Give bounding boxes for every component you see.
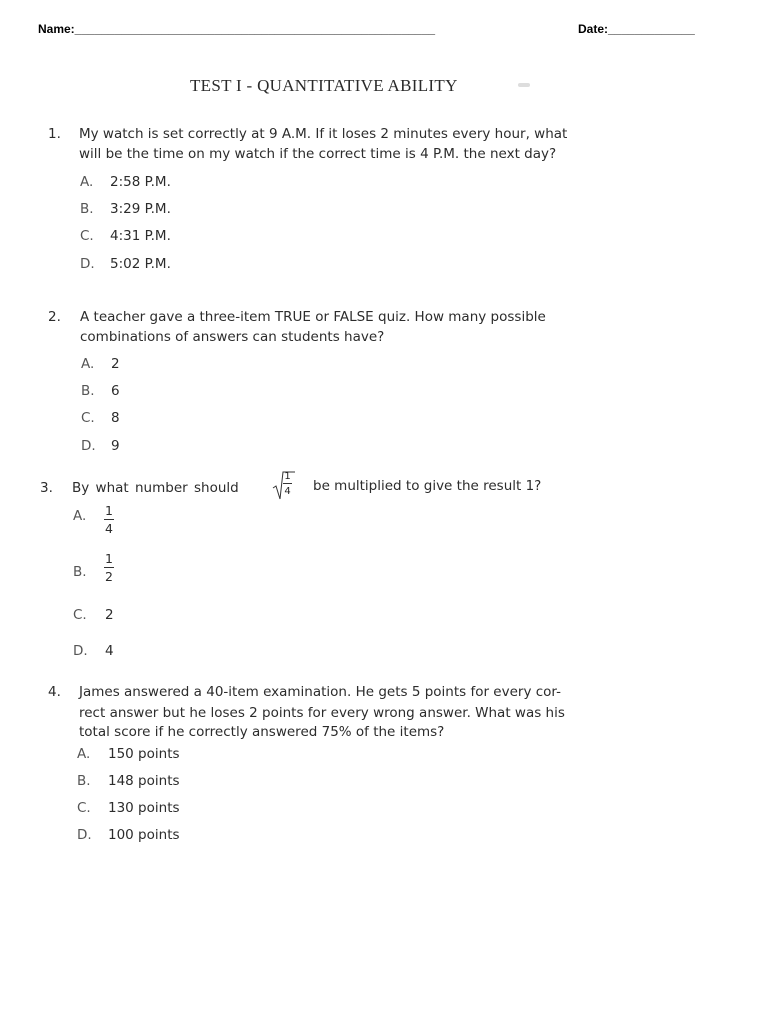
- question-text-line: My watch is set correctly at 9 A.M. If it loses 2 minutes every hour, what: [79, 126, 568, 142]
- option-letter: A.: [81, 356, 95, 372]
- radical-fraction: [283, 471, 292, 497]
- question-2: [48, 307, 608, 351]
- question-3: [40, 478, 580, 502]
- question-text-before: By what number should: [72, 480, 239, 496]
- question-1: [48, 124, 608, 168]
- option-value: 2: [105, 607, 114, 623]
- option-letter: B.: [77, 773, 91, 789]
- option-letter: A.: [77, 746, 91, 762]
- option-fraction: [104, 504, 114, 536]
- option-value: 8: [111, 410, 120, 426]
- option-value: 130 points: [108, 800, 180, 816]
- question-text-line: rect answer but he loses 2 points for every wrong answer. What was his: [79, 705, 565, 721]
- option-letter: A.: [73, 508, 87, 524]
- option-value: 150 points: [108, 746, 180, 762]
- option-fraction: [104, 552, 114, 584]
- option-value: 5:02 P.M.: [110, 256, 171, 272]
- question-text-line: total score if he correctly answered 75% of the items?: [79, 724, 445, 740]
- option-3d[interactable]: [73, 643, 193, 663]
- fraction-denominator: 2: [105, 569, 113, 584]
- fraction-numerator: 1: [284, 471, 291, 482]
- option-1d[interactable]: [80, 256, 280, 276]
- option-letter: B.: [80, 201, 94, 217]
- option-letter: B.: [81, 383, 95, 399]
- question-number: 1.: [48, 126, 61, 142]
- option-3b[interactable]: [73, 551, 193, 598]
- question-text-after: be multiplied to give the result 1?: [313, 478, 542, 494]
- name-field[interactable]: Name:______________________________________________________: [38, 22, 436, 36]
- option-letter: C.: [81, 410, 95, 426]
- question-text-line: A teacher gave a three-item TRUE or FALSE quiz. How many possible: [80, 309, 546, 325]
- option-value: 100 points: [108, 827, 180, 843]
- option-letter: D.: [80, 256, 95, 272]
- option-2d[interactable]: [81, 438, 201, 458]
- fraction-numerator: 1: [105, 503, 113, 518]
- page-title: TEST I - QUANTITATIVE ABILITY: [190, 76, 458, 95]
- option-1c[interactable]: [80, 228, 280, 248]
- option-letter: C.: [73, 607, 87, 623]
- option-3a[interactable]: [73, 503, 193, 542]
- question-number: 4.: [48, 684, 61, 700]
- option-2b[interactable]: [81, 383, 201, 403]
- fraction-bar: [104, 567, 114, 568]
- option-4a[interactable]: [77, 746, 277, 766]
- option-value: 4: [105, 643, 114, 659]
- date-field[interactable]: Date:_____________: [578, 22, 695, 36]
- fraction-denominator: 4: [105, 521, 113, 536]
- question-4: [48, 682, 608, 746]
- fraction-bar: [104, 519, 114, 520]
- option-value: 2: [111, 356, 120, 372]
- option-letter: B.: [73, 564, 87, 580]
- option-letter: A.: [80, 174, 94, 190]
- option-value: 2:58 P.M.: [110, 174, 171, 190]
- option-value: 6: [111, 383, 120, 399]
- option-value: 3:29 P.M.: [110, 201, 171, 217]
- option-value: 4:31 P.M.: [110, 228, 171, 244]
- question-text-line: will be the time on my watch if the correct time is 4 P.M. the next day?: [79, 146, 557, 162]
- option-2c[interactable]: [81, 410, 201, 430]
- fraction-denominator: 4: [284, 486, 291, 497]
- option-letter: D.: [81, 438, 96, 454]
- option-4c[interactable]: [77, 800, 277, 820]
- fraction-numerator: 1: [105, 551, 113, 566]
- option-2a[interactable]: [81, 356, 201, 376]
- question-text-line: James answered a 40-item examination. He gets 5 points for every cor-: [79, 684, 561, 700]
- option-letter: C.: [77, 800, 91, 816]
- question-number: 2.: [48, 309, 61, 325]
- option-value: 148 points: [108, 773, 180, 789]
- option-value: 9: [111, 438, 120, 454]
- question-number: 3.: [40, 480, 53, 496]
- option-4b[interactable]: [77, 773, 277, 793]
- scan-mark: [518, 83, 530, 87]
- square-root-expression: [272, 470, 296, 502]
- fraction-bar: [283, 483, 292, 484]
- option-1a[interactable]: [80, 174, 280, 194]
- option-4d[interactable]: [77, 827, 277, 847]
- option-1b[interactable]: [80, 201, 280, 221]
- question-text-line: combinations of answers can students have?: [80, 329, 385, 345]
- option-letter: C.: [80, 228, 94, 244]
- option-letter: D.: [77, 827, 92, 843]
- option-3c[interactable]: [73, 607, 193, 627]
- option-letter: D.: [73, 643, 88, 659]
